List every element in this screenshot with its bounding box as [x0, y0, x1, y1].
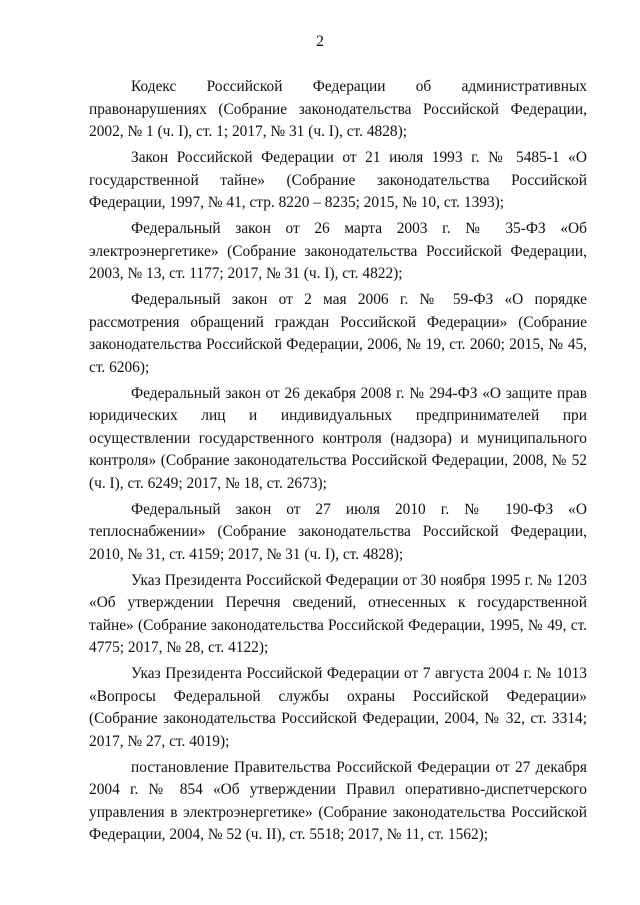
- reference-paragraph: Федеральный закон от 27 июля 2010 г. № 190-ФЗ «О теплоснабжении» (Собрание законодательства Российской Федерации, 2010, № 31, ст. 4159; 2017, № 31 (ч. I), ст. 4828);: [89, 500, 587, 563]
- reference-paragraph: Федеральный закон от 2 мая 2006 г. № 59-ФЗ «О порядке рассмотрения обращений граждан Российской Федерации» (Собрание законодательства Российской Федерации, 2006, № 19, ст. 2060; 2015, № 45, ст. 6206);: [89, 291, 587, 376]
- reference-paragraph: Закон Российской Федерации от 21 июля 1993 г. № 5485-1 «О государственной тайне» (Собрание законодательства Российской Федерации, 1997, № 41, стр. 8220 – 8235; 2015, № 10, ст. 1393);: [89, 149, 587, 211]
- reference-paragraph: Указ Президента Российской Федерации от 7 августа 2004 г. № 1013 «Вопросы Федеральной службы охраны Российской Федерации» (Собрание законодательства Российской Федерации, 2004, № 32, ст. 3314; 2017, № 27, ст. 4019);: [89, 665, 587, 750]
- reference-paragraph: Указ Президента Российской Федерации от 30 ноября 1995 г. № 1203 «Об утверждении Перечня сведений, отнесенных к государственной тайне» (Собрание законодательства Российской Федерации, 1995, № 49, ст. 4775; 2017, № 28, ст. 4122);: [89, 571, 587, 656]
- reference-paragraph: постановление Правительства Российской Федерации от 27 декабря 2004 г. № 854 «Об утверждении Правил оперативно-диспетчерского управления в электроэнергетике» (Собрание законодательства Российской Федерации, 2004, № 52 (ч. II), ст. 5518; 2017, № 11, ст. 1562);: [89, 758, 587, 843]
- reference-paragraph: Кодекс Российской Федерации об административных правонарушениях (Собрание законодательства Российской Федерации, 2002, № 1 (ч. I), ст. 1; 2017, № 31 (ч. I), ст. 4828);: [89, 78, 587, 140]
- page-number: 2: [316, 33, 324, 50]
- document-body: [89, 76, 587, 850]
- reference-paragraph: Федеральный закон от 26 марта 2003 г. № 35-ФЗ «Об электроэнергетике» (Собрание законодательства Российской Федерации, 2003, № 13, ст. 1177; 2017, № 31 (ч. I), ст. 4822);: [89, 220, 587, 282]
- reference-paragraph: Федеральный закон от 26 декабря 2008 г. № 294-ФЗ «О защите прав юридических лиц и индивидуальных предпринимателей при осуществлении государственного контроля (надзора) и муниципального контроля» (Собрание законодательства Российской Федерации, 2008, № 52 (ч. I), ст. 6249; 2017, № 18, ст. 2673);: [89, 384, 587, 492]
